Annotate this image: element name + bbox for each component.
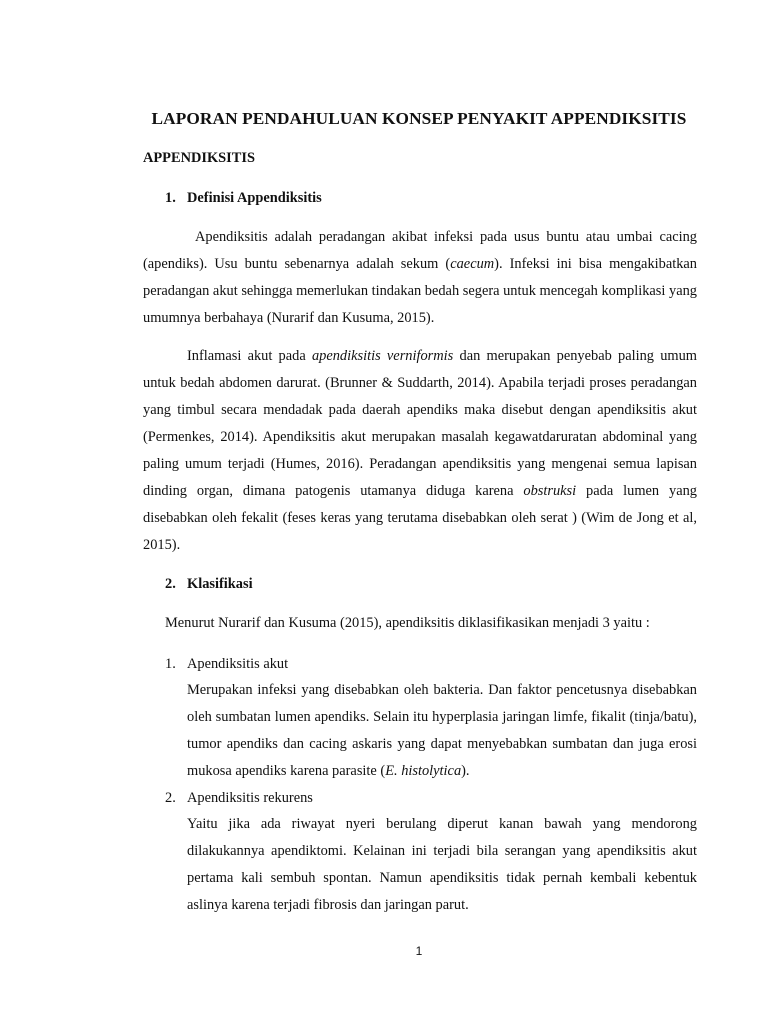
list-item-body — [187, 811, 697, 919]
italic-term: caecum — [450, 256, 495, 272]
heading-definisi — [165, 190, 322, 207]
paragraph-definisi-1 — [143, 224, 697, 332]
paragraph-text: dan merupakan penyebab paling umum untuk bedah abdomen darurat. (Brunner & Suddarth, 2014). Apabila terjadi proses peradangan yang timbul secara mendadak pada daerah apendiks maka disebut dengan apendiksitis akut (Permenkes, 2014). Apendiksitis akut merupakan masalah kegawatdaruratan abdominal yang paling umum terjadi (Humes, 2016). Peradangan apendiksitis yang mengenai semua lapisan dinding organ, dimana patogenis utamanya diduga karena — [143, 348, 697, 499]
paragraph-text: ). — [461, 763, 470, 779]
heading-text: Definisi Appendiksitis — [187, 190, 322, 206]
paragraph-text: Yaitu jika ada riwayat nyeri berulang diperut kanan bawah yang mendorong dilakukannya apendiktomi. Kelainan ini terjadi bila serangan yang apendiksitis akut pertama kali sembuh spontan. Namun apendiksitis tidak pernah kembali kebentuk aslinya karena terjadi fibrosis dan jaringan parut. — [187, 816, 697, 913]
heading-number: 1. — [165, 190, 176, 206]
list-item — [165, 656, 697, 785]
classification-intro: Menurut Nurarif dan Kusuma (2015), apendiksitis diklasifikasikan menjadi 3 yaitu : — [165, 615, 650, 631]
list-item — [165, 790, 697, 919]
document-title: LAPORAN PENDAHULUAN KONSEP PENYAKIT APPENDIKSITIS — [151, 109, 687, 128]
heading-text: Klasifikasi — [187, 576, 253, 592]
paragraph-text: ). Infeksi ini bisa mengakibatkan peradangan akut sehingga memerlukan tindakan bedah segera untuk mencegah komplikasi yang umumnya berbahaya (Nurarif dan Kusuma, 2015). — [143, 256, 697, 326]
page-number: 1 — [415, 944, 423, 958]
italic-term: E. histolytica — [385, 763, 462, 779]
list-item-title: Apendiksitis rekurens — [187, 790, 313, 806]
paragraph-definisi-2 — [143, 343, 697, 559]
section-title: APPENDIKSITIS — [143, 150, 255, 166]
list-item-number: 2. — [165, 790, 176, 806]
paragraph-text: Inflamasi akut pada — [187, 348, 312, 364]
italic-term: apendiksitis verniformis — [311, 348, 454, 364]
heading-klasifikasi — [165, 576, 253, 593]
paragraph-text: pada lumen yang disebabkan oleh fekalit (feses keras yang terutama disebabkan oleh serat ) (Wim de Jong et al, 2015). — [143, 483, 697, 553]
paragraph-text: Apendiksitis adalah peradangan akibat infeksi pada usus buntu atau umbai cacing (apendiks). Usu buntu sebenarnya adalah sekum ( — [143, 229, 697, 272]
list-item-title: Apendiksitis akut — [187, 656, 289, 672]
heading-number: 2. — [165, 576, 176, 592]
list-item-number: 1. — [165, 656, 176, 672]
paragraph-text: Merupakan infeksi yang disebabkan oleh bakteria. Dan faktor pencetusnya disebabkan oleh sumbatan lumen apendiks. Selain itu hyperplasia jaringan limfe, fikalit (tinja/batu), tumor apendiks dan cacing askaris yang dapat menyebabkan sumbatan dan juga erosi mukosa apendiks karena parasite ( — [187, 682, 697, 779]
list-item-body — [187, 677, 697, 785]
italic-term: obstruksi — [523, 483, 577, 499]
